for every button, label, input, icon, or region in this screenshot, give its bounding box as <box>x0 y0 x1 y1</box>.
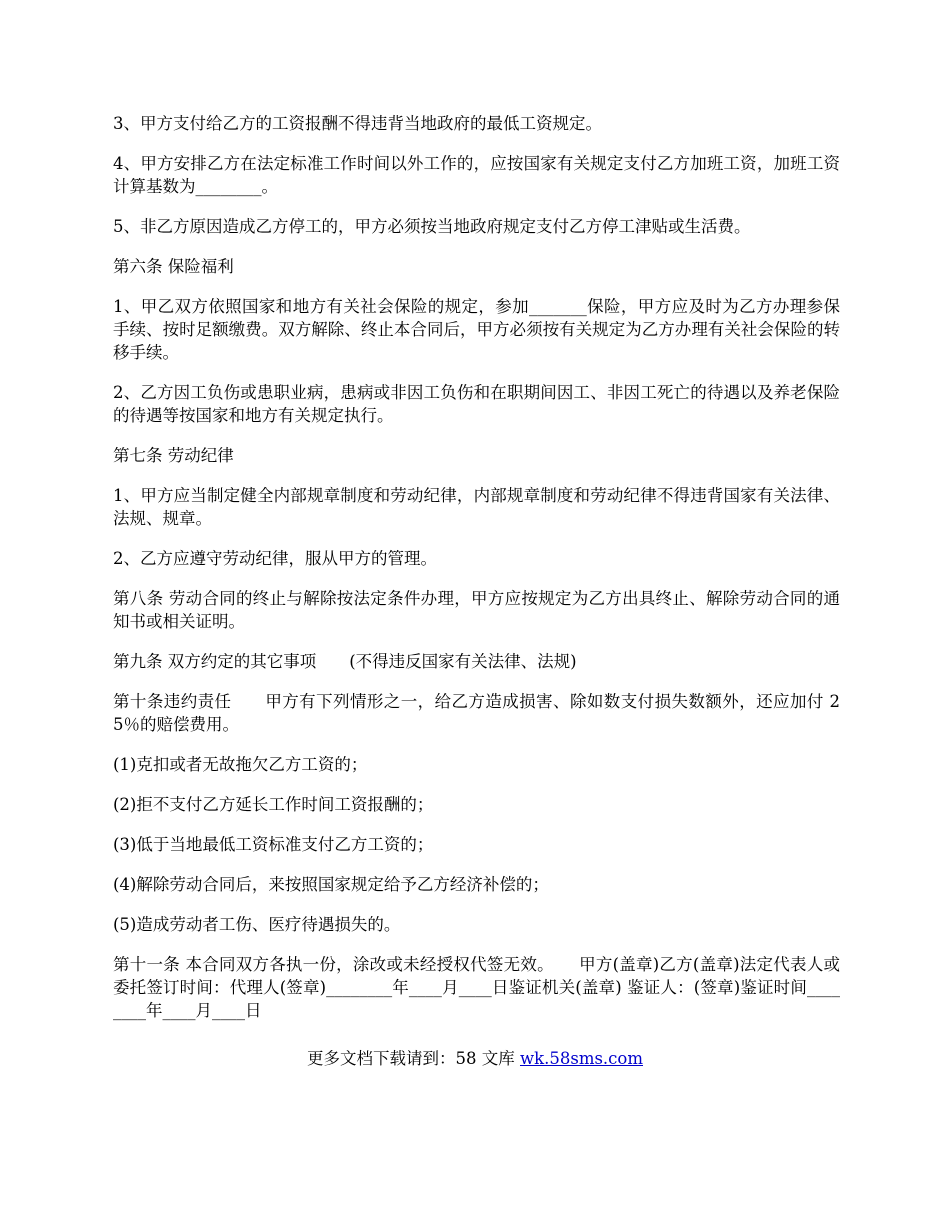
article-6-heading: 第六条 保险福利 <box>113 257 234 276</box>
list-item-3: (3)低于当地最低工资标准支付乙方工资的； <box>113 835 434 854</box>
paragraph-discipline-1: 1、甲方应当制定健全内部规章制度和劳动纪律，内部规章制度和劳动纪律不得违背国家有关法律、法规、规章。 <box>113 486 840 528</box>
list-item-4: (4)解除劳动合同后，来按照国家规定给予乙方经济补偿的； <box>113 875 549 894</box>
article-9-paragraph: 第九条 双方约定的其它事项 (不得违反国家有关法律、法规) <box>113 652 577 671</box>
paragraph-clause-5: 5、非乙方原因造成乙方停工的，甲方必须按当地政府规定支付乙方停工津贴或生活费。 <box>113 217 751 236</box>
document-body <box>113 112 840 1039</box>
footer <box>0 1047 950 1070</box>
article-8-paragraph: 第八条 劳动合同的终止与解除按法定条件办理，甲方应按规定为乙方出具终止、解除劳动合同的通知书或相关证明。 <box>113 589 840 631</box>
paragraph-discipline-2: 2、乙方应遵守劳动纪律，服从甲方的管理。 <box>113 549 437 568</box>
paragraph-clause-4: 4、甲方安排乙方在法定标准工作时间以外工作的，应按国家有关规定支付乙方加班工资，加班工资计算基数为________。 <box>113 154 840 196</box>
paragraph-clause-3: 3、甲方支付给乙方的工资报酬不得违背当地政府的最低工资规定。 <box>113 114 602 133</box>
footer-text: 更多文档下载请到：58 文库 <box>306 1049 520 1068</box>
article-7-heading: 第七条 劳动纪律 <box>113 446 234 465</box>
list-item-1: (1)克扣或者无故拖欠乙方工资的； <box>113 755 368 774</box>
list-item-5: (5)造成劳动者工伤、医疗待遇损失的。 <box>113 915 401 934</box>
footer-link[interactable]: wk.58sms.com <box>519 1049 643 1068</box>
list-item-2: (2)拒不支付乙方延长工作时间工资报酬的； <box>113 795 434 814</box>
article-10-paragraph: 第十条违约责任 甲方有下列情形之一，给乙方造成损害、除如数支付损失数额外，还应加付 25％的赔偿费用。 <box>113 692 840 734</box>
paragraph-insurance-2: 2、乙方因工负伤或患职业病，患病或非因工负伤和在职期间因工、非因工死亡的待遇以及养老保险的待遇等按国家和地方有关规定执行。 <box>113 383 840 425</box>
paragraph-insurance-1: 1、甲乙双方依照国家和地方有关社会保险的规定，参加_______保险，甲方应及时为乙方办理参保手续、按时足额缴费。双方解除、终止本合同后，甲方必须按有关规定为乙方办理有关社会保险的转移手续。 <box>113 297 840 362</box>
article-11-paragraph: 第十一条 本合同双方各执一份，涂改或未经授权代签无效。 甲方(盖章)乙方(盖章)法定代表人或委托签订时间：代理人(签章)________年____月____日鉴证机关(盖章) 鉴证人：(签章)鉴证时间________年____月____日 <box>113 955 840 1020</box>
